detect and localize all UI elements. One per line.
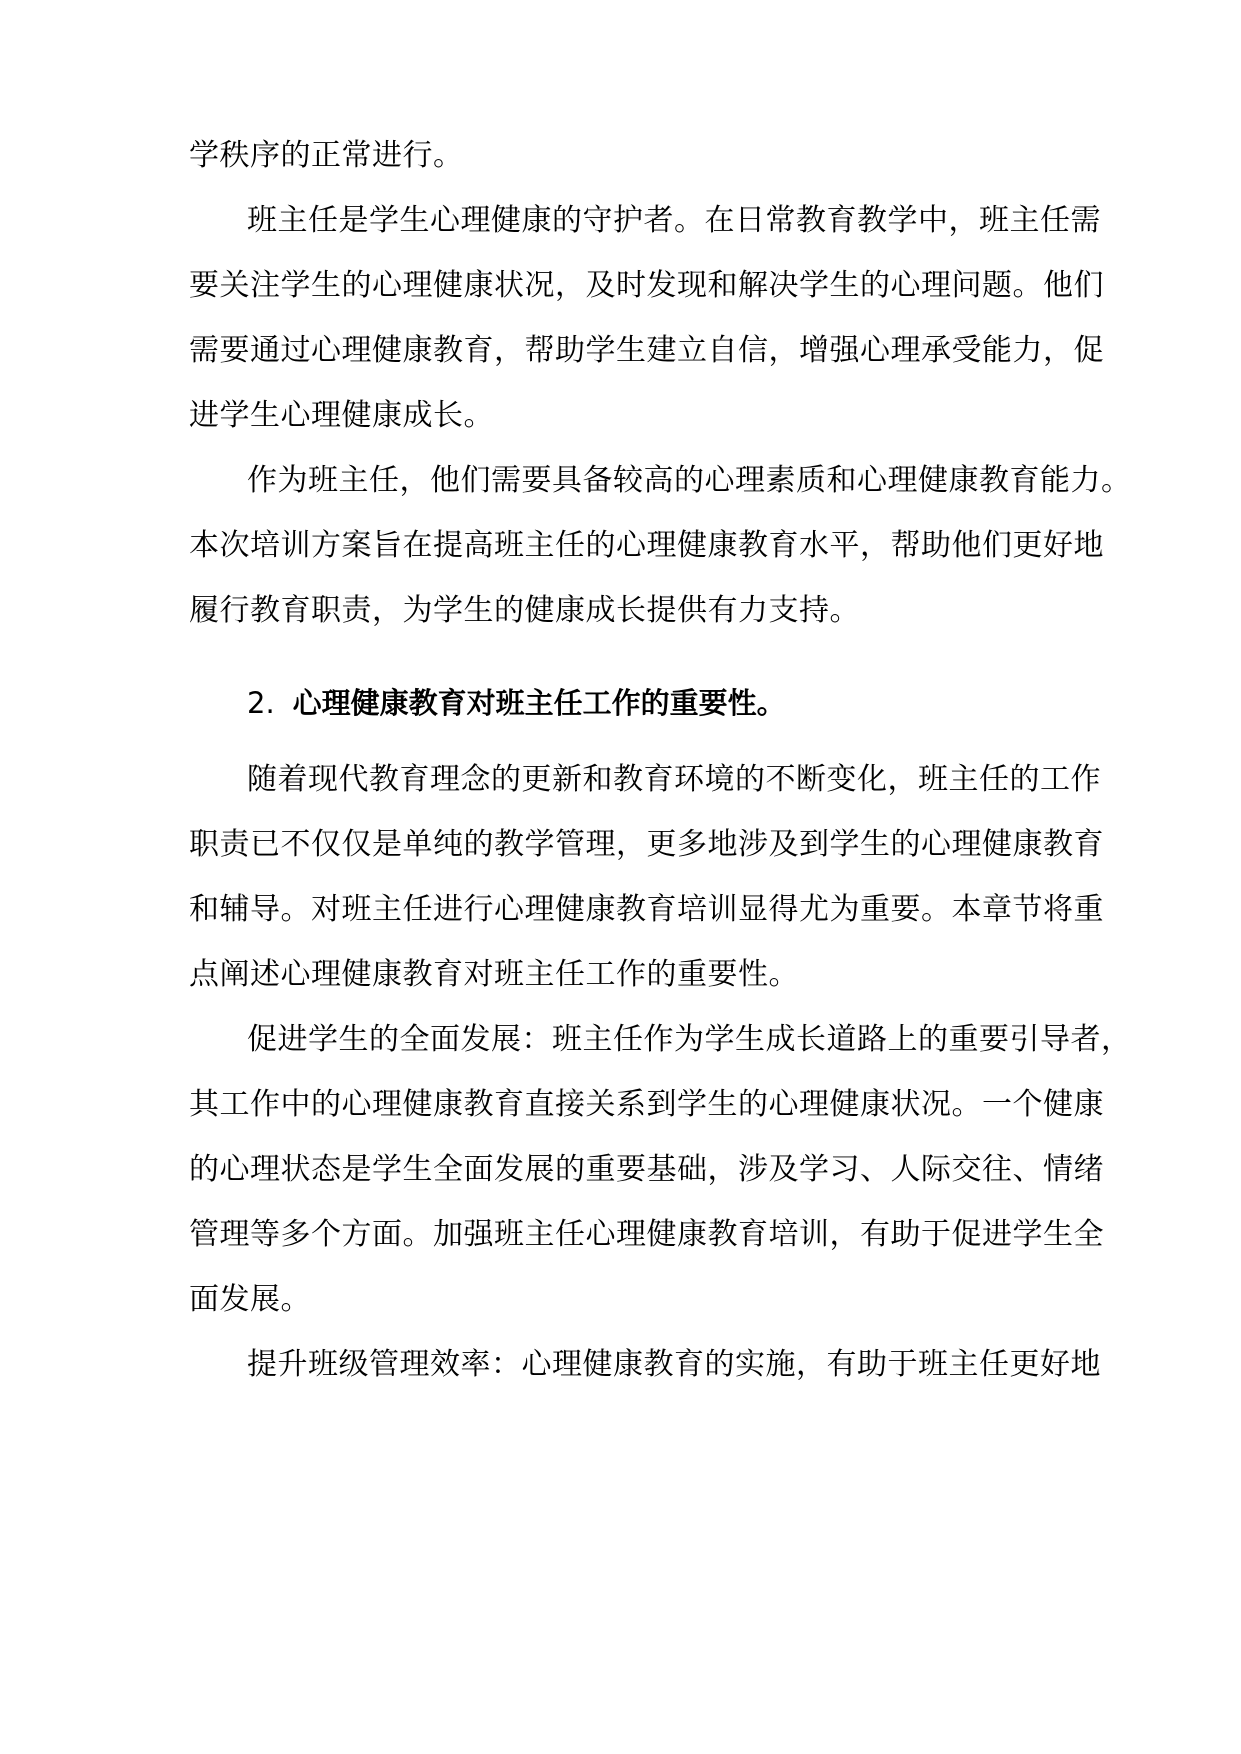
paragraph-line: 学秩序的正常进行。 [189,138,464,173]
paragraph-line: 和辅导。对班主任进行心理健康教育培训显得尤为重要。本章节将重 [189,892,1104,927]
paragraph-line: 班主任是学生心理健康的守护者。在日常教育教学中，班主任需 [247,203,1101,238]
paragraph-line: 作为班主任，他们需要具备较高的心理素质和心理健康教育能力。 [247,463,1132,498]
paragraph-line: 提升班级管理效率：心理健康教育的实施，有助于班主任更好地 [247,1347,1101,1382]
paragraph-line: 职责已不仅仅是单纯的教学管理，更多地涉及到学生的心理健康教育 [189,827,1104,862]
paragraph-line: 管理等多个方面。加强班主任心理健康教育培训，有助于促进学生全 [189,1217,1104,1252]
paragraph-line: 要关注学生的心理健康状况，及时发现和解决学生的心理问题。他们 [189,268,1104,303]
paragraph-line: 的心理状态是学生全面发展的重要基础，涉及学习、人际交往、情绪 [189,1152,1104,1187]
section-heading [247,683,786,723]
paragraph-line: 面发展。 [189,1282,311,1317]
paragraph-line: 促进学生的全面发展：班主任作为学生成长道路上的重要引导者， [247,1022,1132,1057]
paragraph-line: 履行教育职责，为学生的健康成长提供有力支持。 [189,593,860,628]
paragraph-line: 本次培训方案旨在提高班主任的心理健康教育水平，帮助他们更好地 [189,528,1104,563]
section-title: 心理健康教育对班主任工作的重要性。 [292,686,786,720]
paragraph-line: 其工作中的心理健康教育直接关系到学生的心理健康状况。一个健康 [189,1087,1104,1122]
paragraph-line: 进学生心理健康成长。 [189,398,494,433]
paragraph-line: 随着现代教育理念的更新和教育环境的不断变化，班主任的工作 [247,762,1101,797]
paragraph-line: 需要通过心理健康教育，帮助学生建立自信，增强心理承受能力，促 [189,333,1104,368]
paragraph-line: 点阐述心理健康教育对班主任工作的重要性。 [189,957,799,992]
section-number: 2. [247,686,275,720]
